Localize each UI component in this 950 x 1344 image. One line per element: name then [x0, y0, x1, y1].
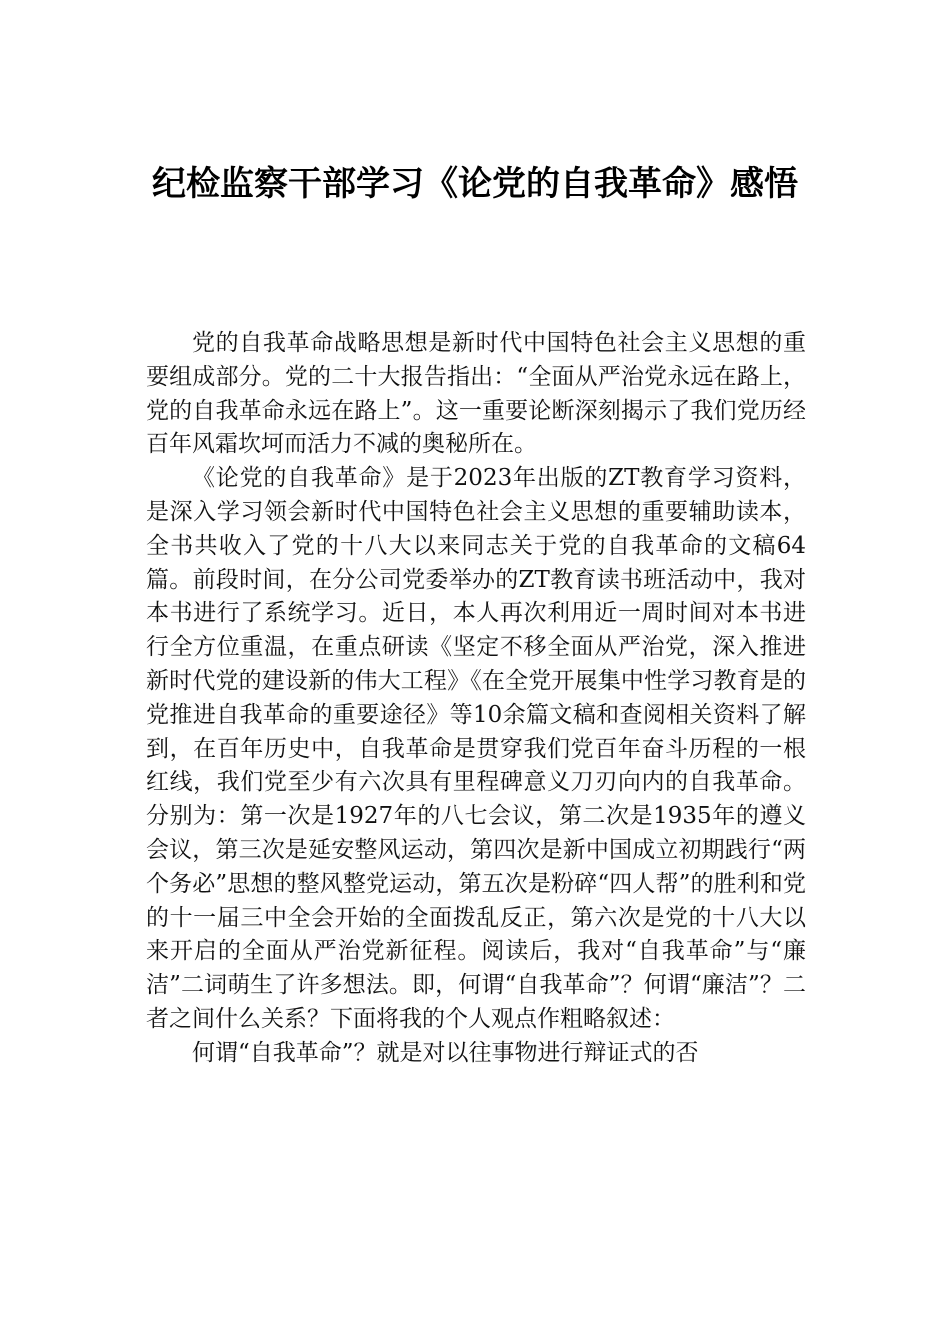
- paragraph-2: 《论党的自我革命》是于2023年出版的ZT教育学习资料，是深入学习领会新时代中国特色社会主义思想的重要辅助读本，全书共收入了党的十八大以来同志关于党的自我革命的文稿64篇。前段时间，在分公司党委举办的ZT教育读书班活动中，我对本书进行了系统学习。近日，本人再次利用近一周时间对本书进行全方位重温，在重点研读《坚定不移全面从严治党，深入推进新时代党的建设新的伟大工程》《在全党开展集中性学习教育是的党推进自我革命的重要途径》等10余篇文稿和查阅相关资料了解到，在百年历史中，自我革命是贯穿我们党百年奋斗历程的一根红线，我们党至少有六次具有里程碑意义刀刃向内的自我革命。分别为：第一次是1927年的八七会议，第二次是1935年的遵义会议，第三次是延安整风运动，第四次是新中国成立初期践行“两个务必”思想的整风整党运动，第五次是粉碎“四人帮”的胜利和党的十一届三中全会开始的全面拨乱反正，第六次是党的十八大以来开启的全面从严治党新征程。阅读后，我对“自我革命”与“廉洁”二词萌生了许多想法。即，何谓“自我革命”？何谓“廉洁”？二者之间什么关系？下面将我的个人观点作粗略叙述：: [146, 465, 806, 1032]
- paragraph-3: 何谓“自我革命”？就是对以往事物进行辩证式的否: [192, 1039, 699, 1066]
- document-title: 纪检监察干部学习《论党的自我革命》感悟: [152, 164, 798, 204]
- document-body: [146, 327, 806, 1071]
- paragraph-1: 党的自我革命战略思想是新时代中国特色社会主义思想的重要组成部分。党的二十大报告指出：“全面从严治党永远在路上，党的自我革命永远在路上”。这一重要论断深刻揭示了我们党历经百年风霜坎坷而活力不减的奥秘所在。: [146, 330, 806, 458]
